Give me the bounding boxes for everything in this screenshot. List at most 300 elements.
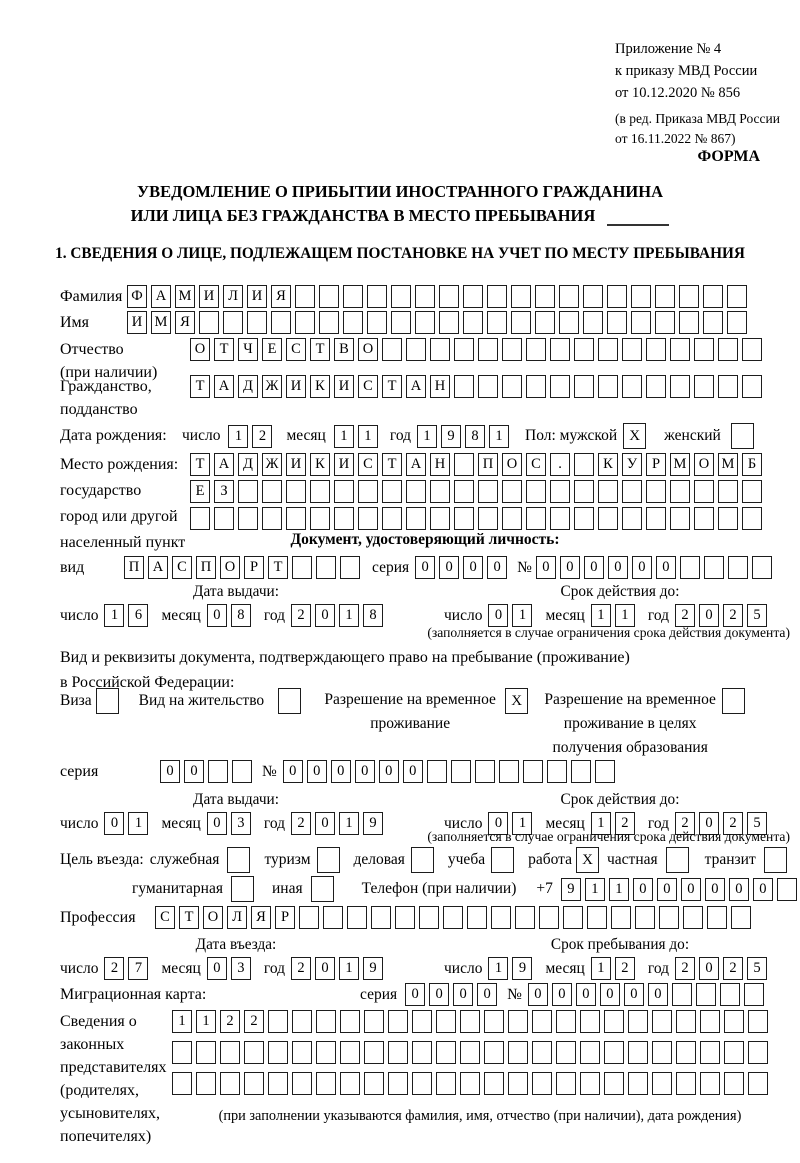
char-box[interactable]: 0 (584, 556, 604, 579)
char-box[interactable] (316, 1041, 336, 1064)
char-box[interactable]: . (550, 453, 570, 476)
char-box[interactable] (694, 375, 714, 398)
char-box[interactable] (478, 480, 498, 503)
char-box[interactable] (526, 375, 546, 398)
char-box[interactable] (700, 1072, 720, 1095)
char-box[interactable] (463, 285, 483, 308)
char-box[interactable] (655, 311, 675, 334)
char-box[interactable]: 2 (291, 812, 311, 835)
char-box[interactable] (670, 375, 690, 398)
char-box[interactable] (718, 338, 738, 361)
char-box[interactable]: О (358, 338, 378, 361)
char-box[interactable]: 0 (104, 812, 124, 835)
char-box[interactable]: 0 (681, 878, 701, 901)
purpose-private-checkbox[interactable] (666, 847, 689, 873)
char-box[interactable] (388, 1072, 408, 1095)
char-box[interactable] (607, 311, 627, 334)
char-box[interactable]: 0 (576, 983, 596, 1006)
char-box[interactable] (628, 1041, 648, 1064)
char-box[interactable] (744, 983, 764, 1006)
char-box[interactable] (439, 311, 459, 334)
char-box[interactable]: 8 (231, 604, 251, 627)
char-box[interactable] (680, 556, 700, 579)
char-box[interactable]: О (502, 453, 522, 476)
char-box[interactable] (574, 338, 594, 361)
char-box[interactable] (388, 1041, 408, 1064)
char-box[interactable]: М (670, 453, 690, 476)
char-box[interactable]: 2 (252, 425, 272, 448)
char-box[interactable]: 0 (315, 957, 335, 980)
char-box[interactable] (748, 1010, 768, 1033)
char-box[interactable]: 1 (488, 957, 508, 980)
char-box[interactable]: 6 (128, 604, 148, 627)
char-box[interactable] (622, 338, 642, 361)
char-box[interactable] (412, 1072, 432, 1095)
char-box[interactable]: Т (190, 375, 210, 398)
char-box[interactable] (655, 285, 675, 308)
char-box[interactable]: 0 (379, 760, 399, 783)
char-box[interactable] (436, 1010, 456, 1033)
char-box[interactable] (700, 1010, 720, 1033)
char-box[interactable] (607, 285, 627, 308)
char-box[interactable]: Т (179, 906, 199, 929)
char-box[interactable] (172, 1072, 192, 1095)
char-box[interactable] (319, 285, 339, 308)
char-box[interactable]: К (598, 453, 618, 476)
char-box[interactable] (679, 285, 699, 308)
char-box[interactable] (622, 507, 642, 530)
char-box[interactable] (718, 375, 738, 398)
char-box[interactable] (659, 906, 679, 929)
char-box[interactable]: 0 (657, 878, 677, 901)
char-box[interactable] (220, 1072, 240, 1095)
char-box[interactable] (628, 1010, 648, 1033)
char-box[interactable] (310, 507, 330, 530)
char-box[interactable]: 0 (699, 812, 719, 835)
char-box[interactable]: 2 (615, 812, 635, 835)
char-box[interactable] (580, 1010, 600, 1033)
char-box[interactable]: 2 (723, 957, 743, 980)
char-box[interactable]: 0 (331, 760, 351, 783)
char-box[interactable]: 0 (405, 983, 425, 1006)
char-box[interactable] (748, 1072, 768, 1095)
sex-female-checkbox[interactable] (731, 423, 754, 449)
char-box[interactable] (777, 878, 797, 901)
char-box[interactable]: О (190, 338, 210, 361)
char-box[interactable] (460, 1072, 480, 1095)
char-box[interactable] (611, 906, 631, 929)
char-box[interactable]: У (622, 453, 642, 476)
char-box[interactable]: 0 (477, 983, 497, 1006)
char-box[interactable] (718, 507, 738, 530)
char-box[interactable] (550, 480, 570, 503)
purpose-humanitarian-checkbox[interactable] (231, 876, 254, 902)
char-box[interactable] (511, 311, 531, 334)
char-box[interactable] (727, 311, 747, 334)
char-box[interactable]: 0 (488, 812, 508, 835)
char-box[interactable] (484, 1010, 504, 1033)
char-box[interactable] (463, 311, 483, 334)
char-box[interactable] (580, 1072, 600, 1095)
char-box[interactable] (515, 906, 535, 929)
char-box[interactable] (268, 1072, 288, 1095)
char-box[interactable]: 1 (591, 812, 611, 835)
char-box[interactable] (646, 375, 666, 398)
char-box[interactable] (299, 906, 319, 929)
purpose-study-checkbox[interactable] (491, 847, 514, 873)
char-box[interactable]: 1 (339, 812, 359, 835)
char-box[interactable]: С (358, 375, 378, 398)
char-box[interactable] (700, 1041, 720, 1064)
char-box[interactable] (412, 1041, 432, 1064)
char-box[interactable] (454, 375, 474, 398)
char-box[interactable] (598, 375, 618, 398)
char-box[interactable] (580, 1041, 600, 1064)
char-box[interactable] (487, 311, 507, 334)
char-box[interactable] (286, 480, 306, 503)
char-box[interactable] (707, 906, 727, 929)
char-box[interactable]: И (286, 375, 306, 398)
char-box[interactable] (595, 760, 615, 783)
char-box[interactable] (539, 906, 559, 929)
char-box[interactable] (367, 285, 387, 308)
char-box[interactable]: 5 (747, 604, 767, 627)
char-box[interactable]: Л (223, 285, 243, 308)
char-box[interactable] (391, 285, 411, 308)
char-box[interactable]: 5 (747, 812, 767, 835)
char-box[interactable]: 0 (307, 760, 327, 783)
char-box[interactable] (238, 507, 258, 530)
char-box[interactable] (727, 285, 747, 308)
char-box[interactable]: 1 (172, 1010, 192, 1033)
char-box[interactable]: Я (271, 285, 291, 308)
char-box[interactable] (556, 1072, 576, 1095)
char-box[interactable]: С (172, 556, 192, 579)
char-box[interactable] (430, 507, 450, 530)
char-box[interactable]: 0 (207, 812, 227, 835)
char-box[interactable] (499, 760, 519, 783)
char-box[interactable] (631, 285, 651, 308)
char-box[interactable] (652, 1041, 672, 1064)
char-box[interactable]: 0 (600, 983, 620, 1006)
char-box[interactable] (491, 906, 511, 929)
char-box[interactable]: 2 (723, 604, 743, 627)
char-box[interactable]: А (214, 375, 234, 398)
char-box[interactable] (532, 1010, 552, 1033)
char-box[interactable]: Ф (127, 285, 147, 308)
purpose-tourism-checkbox[interactable] (317, 847, 340, 873)
char-box[interactable]: 0 (699, 604, 719, 627)
char-box[interactable] (683, 906, 703, 929)
char-box[interactable] (292, 1041, 312, 1064)
char-box[interactable] (587, 906, 607, 929)
char-box[interactable]: С (358, 453, 378, 476)
char-box[interactable]: 1 (104, 604, 124, 627)
char-box[interactable]: 0 (415, 556, 435, 579)
char-box[interactable] (598, 338, 618, 361)
char-box[interactable] (604, 1041, 624, 1064)
char-box[interactable]: И (286, 453, 306, 476)
char-box[interactable]: И (334, 453, 354, 476)
char-box[interactable]: 0 (608, 556, 628, 579)
char-box[interactable] (752, 556, 772, 579)
char-box[interactable] (406, 338, 426, 361)
char-box[interactable]: Д (238, 453, 258, 476)
char-box[interactable] (295, 311, 315, 334)
char-box[interactable] (340, 1041, 360, 1064)
char-box[interactable]: 1 (512, 604, 532, 627)
char-box[interactable] (196, 1041, 216, 1064)
char-box[interactable]: 2 (104, 957, 124, 980)
char-box[interactable] (571, 760, 591, 783)
char-box[interactable]: 0 (429, 983, 449, 1006)
char-box[interactable] (340, 1010, 360, 1033)
char-box[interactable] (550, 338, 570, 361)
char-box[interactable] (388, 1010, 408, 1033)
char-box[interactable] (574, 507, 594, 530)
char-box[interactable] (262, 480, 282, 503)
char-box[interactable]: 1 (339, 604, 359, 627)
char-box[interactable]: 0 (160, 760, 180, 783)
char-box[interactable] (583, 285, 603, 308)
char-box[interactable] (535, 285, 555, 308)
char-box[interactable] (526, 480, 546, 503)
char-box[interactable]: 2 (244, 1010, 264, 1033)
char-box[interactable] (310, 480, 330, 503)
purpose-official-checkbox[interactable] (227, 847, 250, 873)
char-box[interactable] (391, 311, 411, 334)
char-box[interactable] (406, 480, 426, 503)
char-box[interactable] (316, 1010, 336, 1033)
char-box[interactable]: 2 (675, 957, 695, 980)
char-box[interactable]: И (247, 285, 267, 308)
char-box[interactable]: Т (268, 556, 288, 579)
char-box[interactable] (742, 375, 762, 398)
char-box[interactable]: О (694, 453, 714, 476)
char-box[interactable] (451, 760, 471, 783)
char-box[interactable]: Т (214, 338, 234, 361)
char-box[interactable]: 9 (363, 957, 383, 980)
char-box[interactable] (670, 507, 690, 530)
char-box[interactable]: Д (238, 375, 258, 398)
char-box[interactable] (358, 480, 378, 503)
char-box[interactable] (508, 1010, 528, 1033)
char-box[interactable] (742, 338, 762, 361)
char-box[interactable] (382, 338, 402, 361)
char-box[interactable]: 0 (453, 983, 473, 1006)
char-box[interactable]: 8 (363, 604, 383, 627)
char-box[interactable]: 1 (196, 1010, 216, 1033)
char-box[interactable] (574, 453, 594, 476)
char-box[interactable] (563, 906, 583, 929)
char-box[interactable] (574, 375, 594, 398)
char-box[interactable] (292, 1010, 312, 1033)
char-box[interactable]: Р (275, 906, 295, 929)
char-box[interactable] (367, 311, 387, 334)
char-box[interactable] (199, 311, 219, 334)
char-box[interactable]: Е (190, 480, 210, 503)
char-box[interactable]: Н (430, 453, 450, 476)
char-box[interactable] (475, 760, 495, 783)
char-box[interactable] (430, 480, 450, 503)
char-box[interactable]: 0 (633, 878, 653, 901)
char-box[interactable]: Л (227, 906, 247, 929)
char-box[interactable]: А (151, 285, 171, 308)
char-box[interactable] (334, 507, 354, 530)
char-box[interactable]: Е (262, 338, 282, 361)
purpose-transit-checkbox[interactable] (764, 847, 787, 873)
char-box[interactable] (364, 1010, 384, 1033)
char-box[interactable]: Н (430, 375, 450, 398)
char-box[interactable] (244, 1072, 264, 1095)
char-box[interactable] (718, 480, 738, 503)
char-box[interactable]: Ж (262, 375, 282, 398)
char-box[interactable]: К (310, 453, 330, 476)
char-box[interactable] (371, 906, 391, 929)
char-box[interactable]: Р (244, 556, 264, 579)
char-box[interactable]: П (196, 556, 216, 579)
char-box[interactable]: 9 (363, 812, 383, 835)
temp-residence-education-checkbox[interactable] (722, 688, 745, 714)
char-box[interactable]: 0 (355, 760, 375, 783)
char-box[interactable]: 1 (591, 957, 611, 980)
char-box[interactable]: С (286, 338, 306, 361)
char-box[interactable]: Т (190, 453, 210, 476)
char-box[interactable] (364, 1041, 384, 1064)
char-box[interactable] (604, 1072, 624, 1095)
char-box[interactable] (511, 285, 531, 308)
char-box[interactable] (720, 983, 740, 1006)
char-box[interactable] (487, 285, 507, 308)
char-box[interactable]: 0 (624, 983, 644, 1006)
char-box[interactable]: 0 (729, 878, 749, 901)
char-box[interactable] (478, 338, 498, 361)
char-box[interactable] (679, 311, 699, 334)
char-box[interactable] (478, 507, 498, 530)
char-box[interactable]: Т (382, 453, 402, 476)
char-box[interactable]: Я (251, 906, 271, 929)
char-box[interactable] (172, 1041, 192, 1064)
char-box[interactable] (676, 1010, 696, 1033)
char-box[interactable]: 9 (561, 878, 581, 901)
char-box[interactable] (316, 556, 336, 579)
char-box[interactable] (742, 507, 762, 530)
char-box[interactable] (340, 1072, 360, 1095)
char-box[interactable]: 2 (291, 957, 311, 980)
char-box[interactable] (694, 480, 714, 503)
char-box[interactable] (323, 906, 343, 929)
char-box[interactable]: 9 (441, 425, 461, 448)
char-box[interactable] (190, 507, 210, 530)
char-box[interactable] (454, 507, 474, 530)
char-box[interactable] (646, 480, 666, 503)
char-box[interactable]: 0 (656, 556, 676, 579)
char-box[interactable] (556, 1041, 576, 1064)
char-box[interactable]: 0 (705, 878, 725, 901)
char-box[interactable] (622, 480, 642, 503)
char-box[interactable] (652, 1072, 672, 1095)
char-box[interactable] (694, 338, 714, 361)
char-box[interactable] (502, 375, 522, 398)
char-box[interactable]: 9 (512, 957, 532, 980)
char-box[interactable] (454, 453, 474, 476)
char-box[interactable] (406, 507, 426, 530)
char-box[interactable]: Ж (262, 453, 282, 476)
char-box[interactable]: 8 (465, 425, 485, 448)
char-box[interactable]: 0 (560, 556, 580, 579)
char-box[interactable]: 1 (615, 604, 635, 627)
char-box[interactable]: И (199, 285, 219, 308)
char-box[interactable] (583, 311, 603, 334)
char-box[interactable]: 0 (488, 604, 508, 627)
char-box[interactable] (508, 1072, 528, 1095)
char-box[interactable] (559, 311, 579, 334)
char-box[interactable] (631, 311, 651, 334)
char-box[interactable] (340, 556, 360, 579)
char-box[interactable]: 2 (291, 604, 311, 627)
char-box[interactable]: 0 (315, 812, 335, 835)
char-box[interactable] (271, 311, 291, 334)
char-box[interactable] (364, 1072, 384, 1095)
char-box[interactable]: 0 (463, 556, 483, 579)
char-box[interactable] (731, 906, 751, 929)
char-box[interactable]: Р (646, 453, 666, 476)
char-box[interactable] (427, 760, 447, 783)
char-box[interactable] (347, 906, 367, 929)
char-box[interactable] (436, 1072, 456, 1095)
char-box[interactable]: 0 (552, 983, 572, 1006)
char-box[interactable] (395, 906, 415, 929)
char-box[interactable] (295, 285, 315, 308)
char-box[interactable] (535, 311, 555, 334)
char-box[interactable]: В (334, 338, 354, 361)
char-box[interactable] (532, 1072, 552, 1095)
purpose-business-checkbox[interactable] (411, 847, 434, 873)
char-box[interactable] (214, 507, 234, 530)
char-box[interactable]: О (203, 906, 223, 929)
char-box[interactable]: И (127, 311, 147, 334)
char-box[interactable] (502, 480, 522, 503)
char-box[interactable]: П (478, 453, 498, 476)
char-box[interactable]: С (155, 906, 175, 929)
char-box[interactable] (628, 1072, 648, 1095)
char-box[interactable]: М (718, 453, 738, 476)
char-box[interactable] (696, 983, 716, 1006)
visa-checkbox[interactable] (96, 688, 119, 714)
char-box[interactable] (419, 906, 439, 929)
char-box[interactable]: Т (382, 375, 402, 398)
char-box[interactable] (478, 375, 498, 398)
char-box[interactable]: 0 (403, 760, 423, 783)
char-box[interactable]: 0 (753, 878, 773, 901)
char-box[interactable] (574, 480, 594, 503)
char-box[interactable]: 0 (207, 604, 227, 627)
char-box[interactable]: А (148, 556, 168, 579)
char-box[interactable]: 0 (487, 556, 507, 579)
char-box[interactable]: 7 (128, 957, 148, 980)
char-box[interactable]: 2 (220, 1010, 240, 1033)
char-box[interactable] (430, 338, 450, 361)
char-box[interactable] (454, 338, 474, 361)
char-box[interactable]: 1 (128, 812, 148, 835)
char-box[interactable] (646, 338, 666, 361)
char-box[interactable] (598, 507, 618, 530)
char-box[interactable] (460, 1010, 480, 1033)
char-box[interactable] (196, 1072, 216, 1095)
char-box[interactable] (670, 480, 690, 503)
char-box[interactable]: 3 (231, 812, 251, 835)
char-box[interactable] (550, 507, 570, 530)
